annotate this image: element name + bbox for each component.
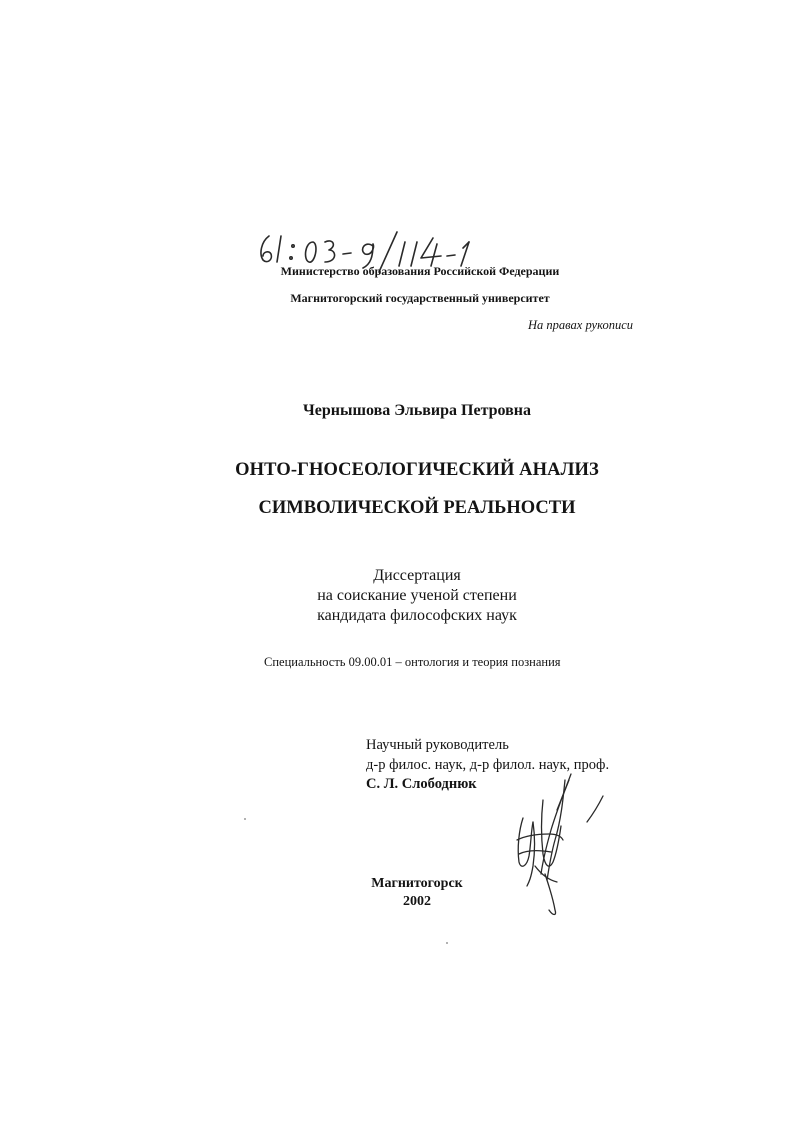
dissertation-type: Диссертация <box>373 567 461 584</box>
thesis-title-line-2: СИМВОЛИЧЕСКОЙ РЕАЛЬНОСТИ <box>258 498 576 518</box>
specialty-line: Специальность 09.00.01 – онтология и теория познания <box>264 655 561 669</box>
city: Магнитогорск <box>371 876 463 891</box>
supervisor-label: Научный руководитель <box>366 737 509 753</box>
scan-speck <box>446 942 448 944</box>
supervisor-degree: д-р филос. наук, д-р филол. наук, проф. <box>366 757 610 773</box>
author-name: Чернышова Эльвира Петровна <box>303 402 531 419</box>
manuscript-rights-note: На правах рукописи <box>528 318 633 332</box>
dissertation-degree-line: на соискание ученой степени <box>317 587 517 604</box>
scan-speck <box>244 818 246 820</box>
year: 2002 <box>403 894 431 909</box>
dissertation-degree-field: кандидата философских наук <box>317 607 517 624</box>
university-line: Магнитогорский государственный университет <box>290 291 550 305</box>
thesis-title-line-1: ОНТО-ГНОСЕОЛОГИЧЕСКИЙ АНАЛИЗ <box>235 460 599 480</box>
ministry-line: Министерство образования Российской Федерации <box>280 264 560 278</box>
supervisor-name: С. Л. Слободнюк <box>366 776 477 792</box>
